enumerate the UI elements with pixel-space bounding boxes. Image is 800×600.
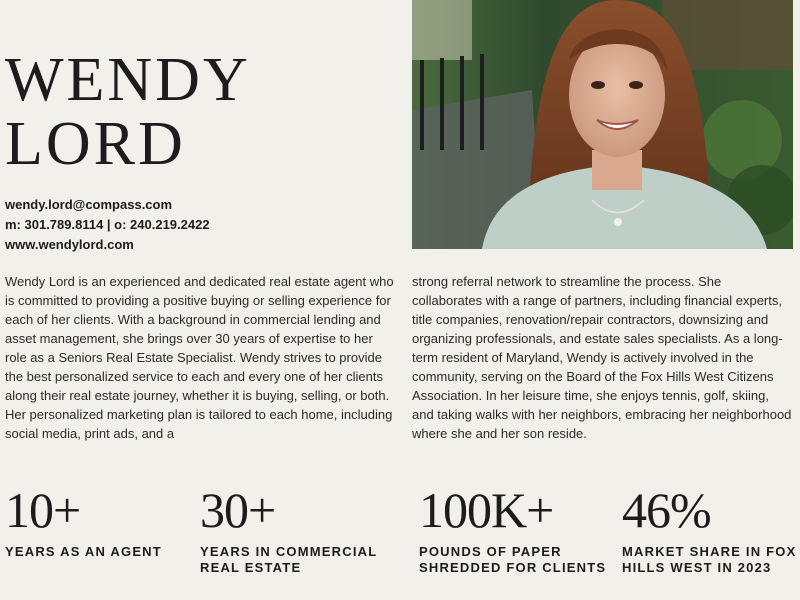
stat-label: POUNDS OF PAPER SHREDDED FOR CLIENTS <box>419 544 607 575</box>
stat-value: 30+ <box>200 482 276 538</box>
stat-label: YEARS AS AN AGENT <box>5 544 162 559</box>
agent-portrait-image <box>412 0 793 249</box>
stat-years-commercial <box>200 484 390 576</box>
stat-paper-shredded <box>419 484 609 576</box>
agent-last-name: LORD <box>5 110 186 178</box>
stat-years-agent <box>5 484 195 560</box>
contact-info <box>5 195 210 255</box>
agent-photo <box>412 0 793 249</box>
stat-market-share <box>622 484 797 576</box>
stat-value: 10+ <box>5 482 81 538</box>
agent-name <box>5 48 251 176</box>
stat-value: 100K+ <box>419 482 554 538</box>
bio-column-right: strong referral network to streamline the process. She collaborates with a range of partners, including financial experts, title companies, renovation/repair contractors, downsizing and organizing professionals, and estate sales specialists. As a long-term resident of Maryland, Wendy is actively involved in the community, serving on the Board of the Fox Hills West Citizens Association. In her leisure time, she enjoys tennis, golf, skiing, and taking walks with her neighbors, embracing her neighborhood where she and her son reside. <box>412 274 792 441</box>
stat-value: 46% <box>622 482 711 538</box>
email-link[interactable]: wendy.lord@compass.com <box>5 197 173 212</box>
phone-numbers: m: 301.789.8114 | o: 240.219.2422 <box>5 217 210 232</box>
agent-first-name: WENDY <box>5 46 251 114</box>
website-link[interactable]: www.wendylord.com <box>5 237 134 252</box>
stat-label: MARKET SHARE IN FOX HILLS WEST IN 2023 <box>622 544 797 575</box>
bio-column-left: Wendy Lord is an experienced and dedicated real estate agent who is committed to providing a positive buying or selling experience for each of her clients. With a background in commercial lending and asset management, she brings over 30 years of expertise to her role as a Seniors Real Estate Specialist. Wendy strives to provide the best personalized service to each and every one of her clients along their real estate journey, whether it is buying, selling, or both. Her personalized marketing plan is tailored to each home, including social media, print ads, and a <box>5 274 394 441</box>
stat-label: YEARS IN COMMERCIAL REAL ESTATE <box>200 544 378 575</box>
